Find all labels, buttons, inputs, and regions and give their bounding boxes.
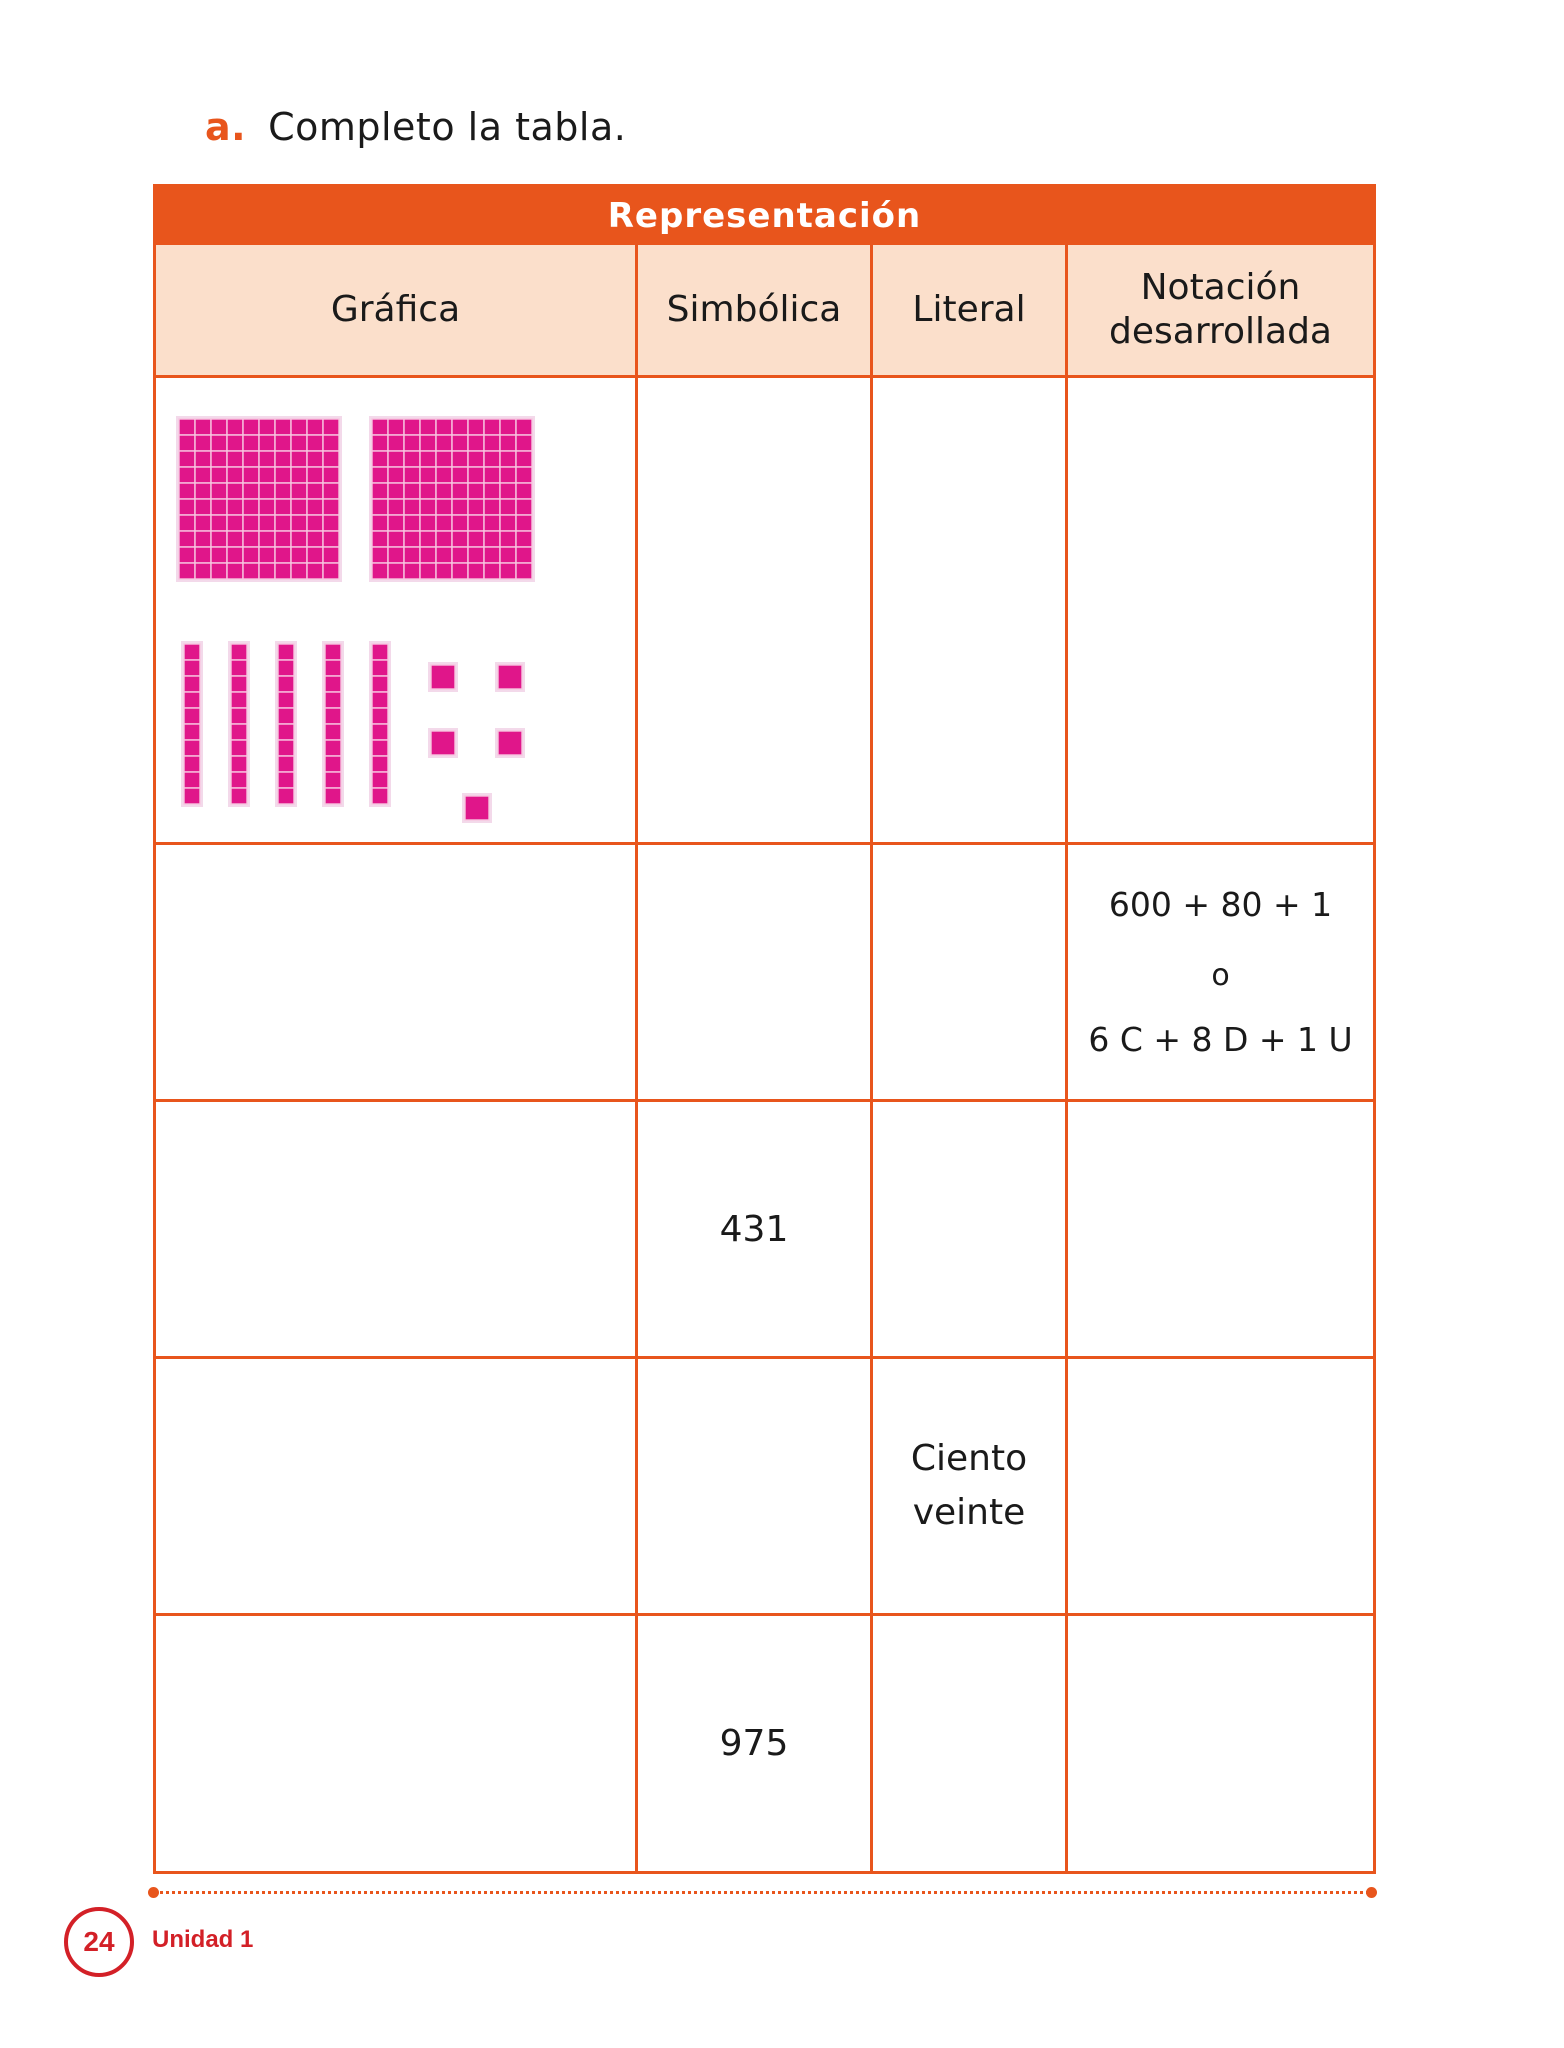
footer-dot-right	[1366, 1887, 1377, 1898]
ten-rod	[228, 641, 250, 807]
row5-grafica[interactable]	[156, 1616, 638, 1871]
row3-grafica[interactable]	[156, 1102, 638, 1359]
base-ten-blocks	[156, 378, 635, 842]
row2-notacion-line2: 6 C + 8 D + 1 U	[1088, 1020, 1353, 1059]
row3-simbolica: 431	[638, 1102, 873, 1359]
row2-notacion-line1: 600 + 80 + 1	[1108, 885, 1333, 924]
row4-literal-line2: veinte	[912, 1492, 1026, 1533]
row5-literal[interactable]	[873, 1616, 1068, 1871]
row2-notacion	[1068, 845, 1373, 1102]
row4-literal-line1: Ciento	[910, 1438, 1028, 1479]
instruction-text: Completo la tabla.	[268, 105, 627, 149]
unit-label: Unidad 1	[152, 1926, 254, 1953]
row4-simbolica[interactable]	[638, 1359, 873, 1616]
header-notacion-line2: desarrollada	[1109, 311, 1332, 352]
row1-simbolica[interactable]	[638, 378, 873, 845]
page-number: 24	[64, 1907, 134, 1977]
footer-dot-left	[148, 1887, 159, 1898]
row3-notacion[interactable]	[1068, 1102, 1373, 1359]
row5-simbolica: 975	[638, 1616, 873, 1871]
header-grafica: Gráfica	[156, 245, 638, 378]
row1-literal[interactable]	[873, 378, 1068, 845]
instruction-letter: a.	[205, 105, 247, 149]
ten-rod	[369, 641, 391, 807]
unit-cube	[495, 728, 525, 758]
header-notacion	[1068, 245, 1373, 378]
row4-grafica[interactable]	[156, 1359, 638, 1616]
unit-cube	[495, 662, 525, 692]
row1-notacion[interactable]	[1068, 378, 1373, 845]
unit-cube	[462, 793, 492, 823]
row2-simbolica[interactable]	[638, 845, 873, 1102]
row1-grafica	[156, 378, 638, 845]
row2-literal[interactable]	[873, 845, 1068, 1102]
row2-notacion-sep: o	[1211, 958, 1230, 993]
table-title: Representación	[156, 187, 1373, 245]
representation-table	[153, 184, 1376, 1874]
row4-literal	[873, 1359, 1068, 1616]
ten-rod	[275, 641, 297, 807]
instruction	[205, 105, 626, 149]
unit-cube	[428, 728, 458, 758]
unit-cube	[428, 662, 458, 692]
row5-notacion[interactable]	[1068, 1616, 1373, 1871]
header-notacion-line1: Notación	[1140, 267, 1301, 308]
row3-literal[interactable]	[873, 1102, 1068, 1359]
hundred-block	[176, 416, 342, 582]
header-literal: Literal	[873, 245, 1068, 378]
ten-rod	[322, 641, 344, 807]
row4-notacion[interactable]	[1068, 1359, 1373, 1616]
header-simbolica: Simbólica	[638, 245, 873, 378]
footer-dotted-line	[153, 1891, 1376, 1894]
row2-grafica[interactable]	[156, 845, 638, 1102]
ten-rod	[181, 641, 203, 807]
hundred-block	[369, 416, 535, 582]
